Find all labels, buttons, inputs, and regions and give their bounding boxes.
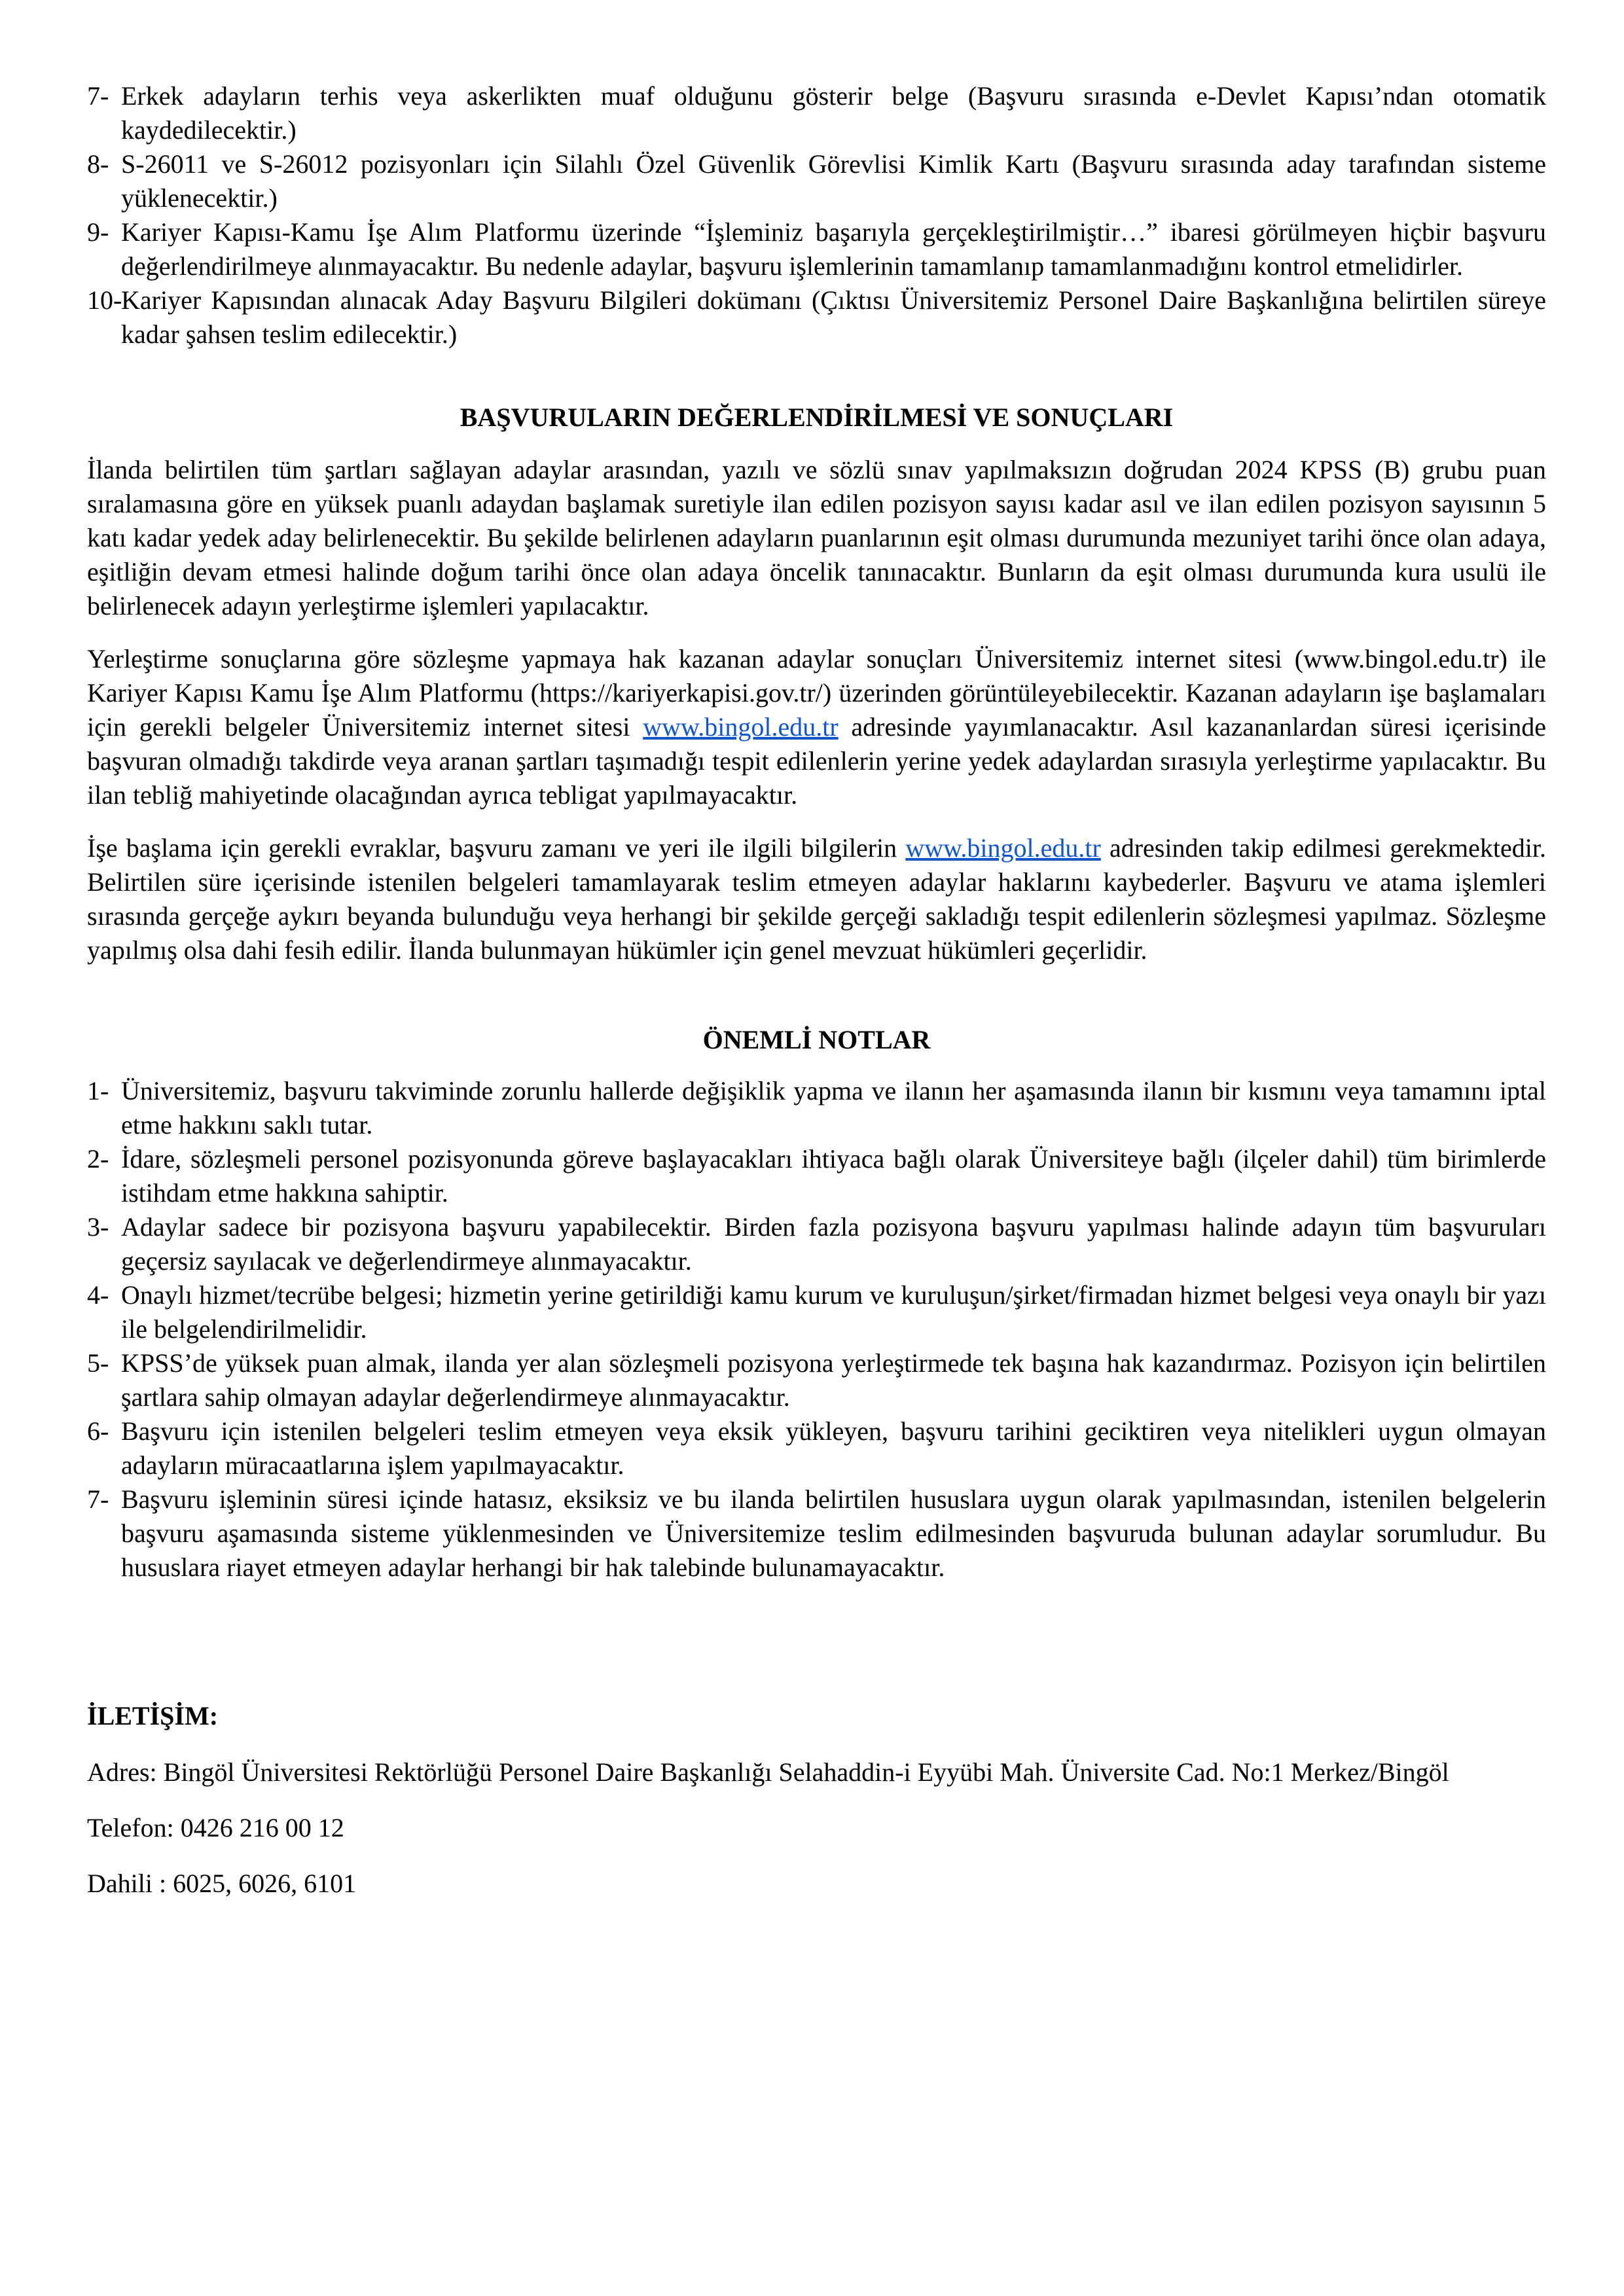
list-text: Başvuru işleminin süresi içinde hatasız, eksiksiz ve bu ilanda belirtilen hususlara uygun olarak yapılmasından, istenilen belgelerin başvuru aşamasında sisteme yüklenmesinden ve Üniversitemize teslim edilmesinden başvuruda bulunan adaylar sorumludur. Bu hususlara riayet etmeyen adaylar herhangi bir hak talebinde bulunamayacaktır. [121, 1484, 1546, 1582]
list-marker: 10- [87, 285, 122, 315]
list-text: Başvuru için istenilen belgeleri teslim etmeyen veya eksik yükleyen, başvuru tarihini geciktiren veya nitelikleri uygun olmayan adayların müracaatlarına işlem yapılmayacaktır. [121, 1416, 1546, 1480]
paragraph-text: İşe başlama için gerekli evraklar, başvuru zamanı ve yeri ile ilgili bilgilerin [87, 833, 906, 863]
bingol-website-link-1[interactable]: www.bingol.edu.tr [643, 712, 839, 742]
list-text: KPSS’de yüksek puan almak, ilanda yer alan sözleşmeli pozisyona yerleştirmede tek başına hak kazandırmaz. Pozisyon için belirtilen şartlara sahip olmayan adaylar değerlendirmeye alınmayacaktır. [121, 1348, 1546, 1412]
list-text: Erkek adayların terhis veya askerlikten muaf olduğunu gösterir belge (Başvuru sırasında e-Devlet Kapısı’ndan otomatik kaydedilecektir.) [121, 81, 1546, 145]
paragraph-text: adresinde yayımlanacaktır. Asıl kazananlardan süresi içerisinde başvuran olmadığı takdirde veya aranan şartları taşımadığı tespit edilenlerin yerine yedek adaylardan sırasıyla yerleştirme yapılacaktır. Bu ilan tebliğ mahiyetinde olacağından ayrıca tebligat yapılmayacaktır. [87, 712, 1546, 810]
list-marker: 2- [87, 1144, 109, 1174]
list-marker: 8- [87, 149, 109, 179]
list-item-8 [87, 147, 1546, 215]
note-item-3 [87, 1210, 1546, 1278]
note-item-4 [87, 1278, 1546, 1346]
list-marker: 6- [87, 1416, 109, 1446]
contact-address: Adres: Bingöl Üniversitesi Rektörlüğü Personel Daire Başkanlığı Selahaddin-i Eyyübi Mah. Üniversite Cad. No:1 Merkez/Bingöl [87, 1757, 1449, 1787]
list-text: Üniversitemiz, başvuru takviminde zorunlu hallerde değişiklik yapma ve ilanın her aşamasında ilanın bir kısmını veya tamamını iptal etme hakkını saklı tutar. [121, 1076, 1546, 1139]
list-text: S-26011 ve S-26012 pozisyonları için Silahlı Özel Güvenlik Görevlisi Kimlik Kartı (Başvuru sırasında aday tarafından sisteme yüklenecektir.) [121, 149, 1546, 213]
list-text: İdare, sözleşmeli personel pozisyonunda göreve başlayacakları ihtiyaca bağlı olarak Üniversiteye bağlı (ilçeler dahil) tüm birimlerde istihdam etme hakkına sahiptir. [121, 1144, 1546, 1208]
list-marker: 1- [87, 1076, 109, 1105]
section-title-important-notes: ÖNEMLİ NOTLAR [702, 1025, 931, 1054]
contact-heading: İLETİŞİM: [87, 1701, 219, 1731]
list-text: Onaylı hizmet/tecrübe belgesi; hizmetin yerine getirildiği kamu kurum ve kuruluşun/şirket/firmadan hizmet belgesi veya onaylı bir yazı ile belgelendirilmelidir. [121, 1280, 1546, 1344]
evaluation-paragraph-3 [87, 831, 1546, 967]
paragraph-text: adresinden takip edilmesi gerekmektedir. Belirtilen süre içerisinde istenilen belgeleri tamamlayarak teslim etmeyen adaylar haklarını kaybederler. Başvuru ve atama işlemleri sırasında gerçeğe aykırı beyanda bulunduğu veya herhangi bir şekilde gerçeği sakladığı tespit edilenlerin sözleşmesi yapılmaz. Sözleşme yapılmış olsa dahi fesih edilir. İlanda bulunmayan hükümler için genel mevzuat hükümleri geçerlidir. [87, 833, 1546, 965]
list-marker: 9- [87, 217, 109, 247]
contact-phone: Telefon: 0426 216 00 12 [87, 1813, 344, 1842]
note-item-6 [87, 1414, 1546, 1482]
list-marker: 3- [87, 1212, 109, 1242]
bingol-website-link-2[interactable]: www.bingol.edu.tr [905, 833, 1101, 863]
list-item-7 [87, 79, 1546, 147]
contact-extension: Dahili : 6025, 6026, 6101 [87, 1869, 357, 1898]
paragraph-text: Yerleştirme sonuçlarına göre sözleşme yapmaya hak kazanan adaylar sonuçları Üniversitemiz internet sitesi (www.bingol.edu.tr) ile Kariyer Kapısı Kamu İşe Alım Platformu (https://kariyerkapisi.gov.tr/) üzerinden görüntüleyebilecektir. Kazanan adayların işe başlamaları için gerekli belgeler Üniversitemiz internet sitesi [87, 644, 1546, 742]
evaluation-paragraph-2 [87, 642, 1546, 812]
list-marker: 7- [87, 81, 109, 111]
note-item-1 [87, 1074, 1546, 1142]
note-item-2 [87, 1142, 1546, 1210]
note-item-5 [87, 1346, 1546, 1414]
list-text: Kariyer Kapısı-Kamu İşe Alım Platformu üzerinde “İşleminiz başarıyla gerçekleştirilmiştir…” ibaresi görülmeyen hiçbir başvuru değerlendirilmeye alınmayacaktır. Bu nedenle adaylar, başvuru işlemlerinin tamamlanıp tamamlanmadığını kontrol etmelidirler. [121, 217, 1546, 281]
important-notes-list [87, 1074, 1546, 1585]
list-marker: 5- [87, 1348, 109, 1378]
list-item-10 [87, 283, 1546, 351]
list-item-9 [87, 215, 1546, 283]
list-marker: 7- [87, 1484, 109, 1514]
note-item-7 [87, 1482, 1546, 1585]
section-title-evaluation: BAŞVURULARIN DEĞERLENDİRİLMESİ VE SONUÇLARI [460, 403, 1174, 432]
list-text: Kariyer Kapısından alınacak Aday Başvuru Bilgileri dokümanı (Çıktısı Üniversitemiz Personel Daire Başkanlığına belirtilen süreye kadar şahsen teslim edilecektir.) [121, 285, 1546, 349]
list-marker: 4- [87, 1280, 109, 1310]
requirements-list [87, 79, 1546, 351]
evaluation-paragraph-1: İlanda belirtilen tüm şartları sağlayan adaylar arasından, yazılı ve sözlü sınav yapılmaksızın doğrudan 2024 KPSS (B) grubu puan sıralamasına göre en yüksek puanlı adaydan başlamak suretiyle ilan edilen pozisyon sayısı kadar asıl ve ilan edilen pozisyon sayısının 5 katı kadar yedek aday belirlenecektir. Bu şekilde belirlenen adayların puanlarının eşit olması durumunda mezuniyet tarihi önce olan adaya, eşitliğin devam etmesi halinde doğum tarihi önce olan adaya öncelik tanınacaktır. Bunların da eşit olması durumunda kura usulü ile belirlenecek adayın yerleştirme işlemleri yapılacaktır. [87, 455, 1546, 620]
list-text: Adaylar sadece bir pozisyona başvuru yapabilecektir. Birden fazla pozisyona başvuru yapılması halinde adayın tüm başvuruları geçersiz sayılacak ve değerlendirmeye alınmayacaktır. [121, 1212, 1546, 1276]
